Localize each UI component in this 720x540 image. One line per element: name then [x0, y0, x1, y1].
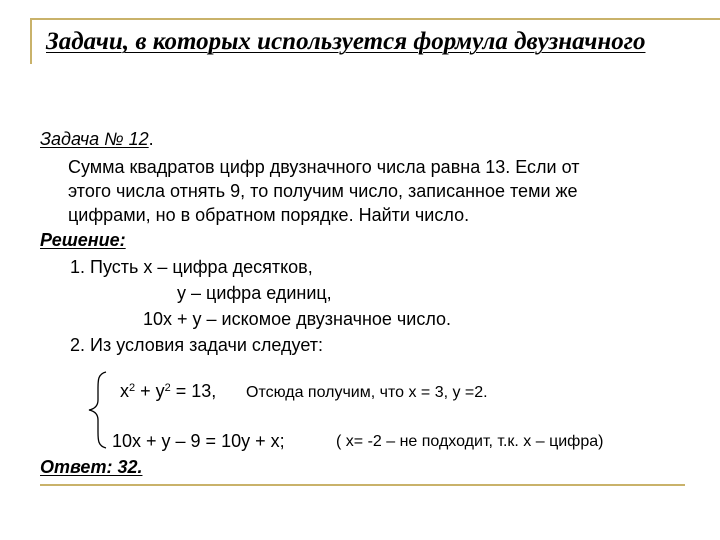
solution-step-2: 2. Из условия задачи следует: [70, 335, 323, 355]
equation-1-y: + у [135, 381, 165, 401]
solution-step-1-number: 10х + у – искомое двузначное число. [143, 309, 452, 329]
equation-1 [120, 380, 216, 402]
equation-1-rhs: = 13, [170, 381, 217, 401]
solution-step-1-digit-units: у – цифра единиц, [177, 283, 332, 303]
task-line-1: Сумма квадратов цифр двузначного числа равна 13. Если от [68, 157, 580, 177]
solution-heading: Решение: [40, 230, 126, 250]
task-heading: Задача № 12 [40, 129, 149, 149]
equation-1-y-exponent: 2 [164, 382, 171, 394]
system-brace [86, 370, 110, 450]
system-note: ( х= -2 – не подходит, т.к. х – цифра) [336, 433, 604, 450]
equation-2: 10х + у – 9 = 10у + х; [112, 431, 285, 451]
task-heading-line [40, 128, 154, 150]
task-heading-dot: . [148, 129, 154, 149]
task-line-2: этого числа отнять 9, то получим число, записанное теми же [68, 181, 578, 201]
bottom-rule [40, 484, 685, 486]
task-line-3: цифрами, но в обратном порядке. Найти число. [68, 205, 470, 225]
equation-1-x: х [120, 381, 129, 401]
system-result [246, 380, 488, 404]
answer: Ответ: 32. [40, 457, 143, 477]
slide-title: Задачи, в которых используется формула двузначного [46, 28, 646, 55]
system-result-text: Отсюда получим, что х = 3, у =2. [246, 384, 488, 401]
title-frame [30, 18, 720, 64]
solution-step-1: 1. Пусть х – цифра десятков, [70, 257, 313, 277]
equation-1-x-exponent: 2 [129, 382, 136, 394]
